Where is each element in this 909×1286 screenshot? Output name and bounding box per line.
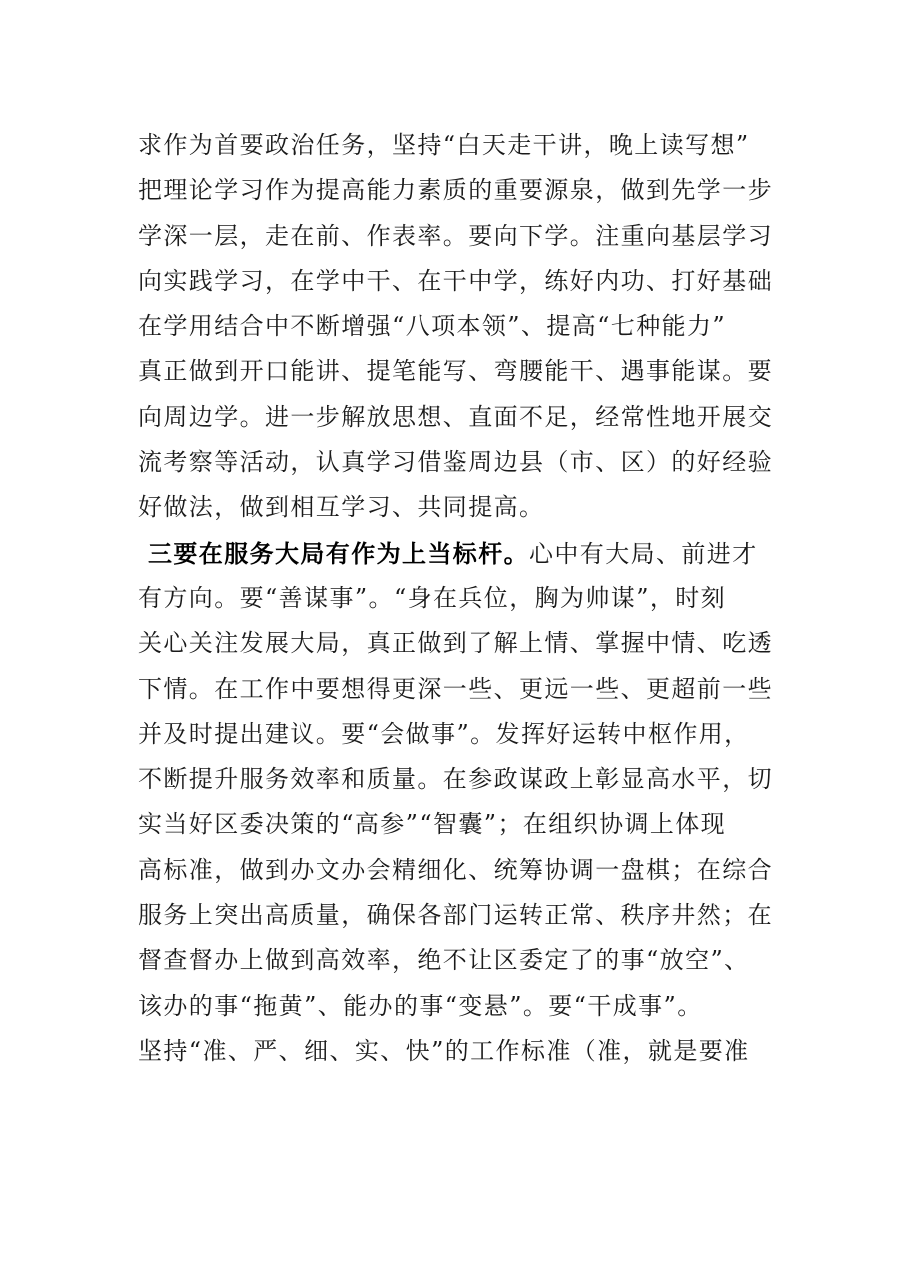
- text-line: 不断提升服务效率和质量。在参政谋政上彰显高水平，切: [138, 765, 773, 794]
- section-heading-line: [138, 531, 778, 576]
- text-line: 向周边学。进一步解放思想、直面不足，经常性地开展交: [138, 402, 773, 431]
- text-line: 学深一层，走在前、作表率。要向下学。注重向基层学习: [138, 221, 773, 250]
- text-line: 流考察等活动，认真学习借鉴周边县（市、区）的好经验: [138, 448, 773, 477]
- text-line: 真正做到开口能讲、提笔能写、弯腰能干、遇事能谋。要: [138, 357, 773, 386]
- text-line: 关心关注发展大局，真正做到了解上情、掌握中情、吃透: [138, 629, 773, 658]
- text-line: 下情。在工作中要想得更深一些、更远一些、更超前一些: [138, 674, 773, 703]
- body-text: [138, 123, 778, 1074]
- text-line: 坚持“准、严、细、实、快”的工作标准（准，就是要准: [138, 1036, 750, 1065]
- text-line: 向实践学习，在学中干、在干中学，练好内功、打好基础: [138, 266, 773, 295]
- text-line: 有方向。要“善谋事”。“身在兵位，胸为帅谋”，时刻: [138, 583, 727, 612]
- text-line: 把理论学习作为提高能力素质的重要源泉，做到先学一步: [138, 176, 773, 205]
- text-line: 求作为首要政治任务，坚持“白天走干讲，晚上读写想”: [138, 131, 750, 159]
- text-line: 实当好区委决策的“高参”“智囊”；在组织协调上体现: [138, 810, 727, 839]
- text-line: 在学用结合中不断增强“八项本领”、提高“七种能力”: [138, 312, 727, 341]
- text-line: 并及时提出建议。要“会做事”。发挥好运转中枢作用，: [138, 719, 750, 748]
- section-heading: 三要在服务大局有作为上当标杆。: [148, 538, 529, 568]
- text-line: 该办的事“拖黄”、能办的事“变悬”。要“干成事”。: [138, 991, 703, 1020]
- text-line: 督查督办上做到高效率，绝不让区委定了的事“放空”、: [138, 946, 750, 975]
- text-line: 高标准，做到办文办会精细化、统筹协调一盘棋；在综合: [138, 855, 773, 884]
- text-line: 好做法，做到相互学习、共同提高。: [138, 493, 545, 522]
- text-line: 服务上突出高质量，确保各部门运转正常、秩序井然；在: [138, 901, 773, 930]
- section-lead-text: 心中有大局、前进才: [529, 539, 758, 568]
